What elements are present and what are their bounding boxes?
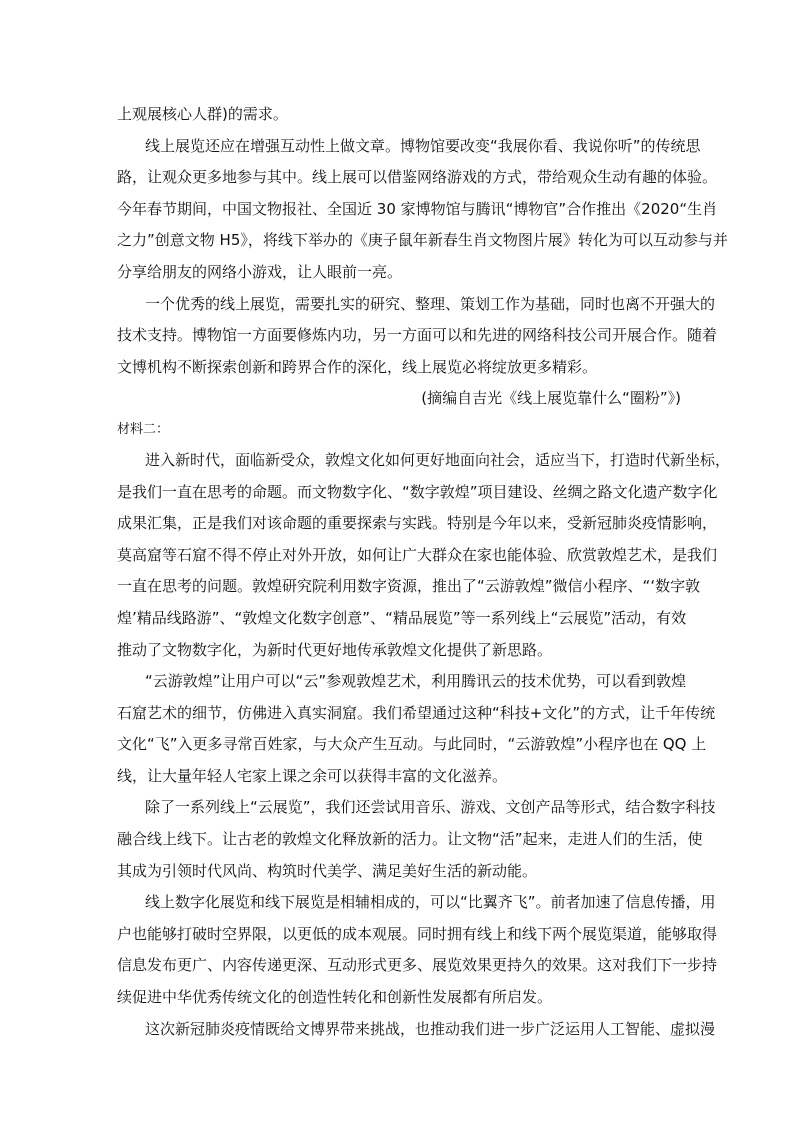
interaction-paragraph [117,131,728,289]
support-paragraph [117,289,718,384]
material-two-heading: 材料二： [117,421,170,437]
text-line: 今年春节期间，中国文物报社、全国近 30 家博物馆与腾讯“博物官”合作推出《2020“生肖 [117,199,718,218]
text-line: 技术支持。博物馆一方面要修炼内功，另一方面可以和先进的网络科技公司开展合作。随着 [117,326,718,345]
text-line: 文化“飞”入更多寻常百姓家，与大众产生互动。与此同时，“云游敦煌”小程序也在 QQ 上 [117,735,707,754]
document-page [117,99,731,1045]
text-line: 进入新时代，面临新受众，敦煌文化如何更好地面向社会，适应当下，打造时代新坐标， [145,450,731,469]
text-line: 一直在思考的问题。敦煌研究院利用数字资源，推出了“云游敦煌”微信小程序、“‘数字敦 [117,577,701,596]
text-line: 这次新冠肺炎疫情既给文博界带来挑战，也推动我们进一步广泛运用人工智能、虚拟漫 [145,1019,716,1038]
text-line: 续促进中华优秀传统文化的创造性转化和创新性发展都有所启发。 [117,988,553,1007]
text-line: 成果汇集，正是我们对该命题的重要探索与实践。特别是今年以来，受新冠肺炎疫情影响， [117,514,718,533]
text-line: 信息发布更广、内容传递更深、互动形式更多、展览效果更持久的效果。这对我们下一步持 [117,956,718,975]
text-line: 之力”创意文物 H5》，将线下举办的《庚子鼠年新春生肖文物图片展》转化为可以互动参与并 [117,231,728,250]
text-line: 其成为引领时代风尚、构筑时代美学、满足美好生活的新动能。 [117,861,538,880]
text-line: 线上数字化展览和线下展览是相辅相成的，可以“比翼齐飞”。前者加速了信息传播，用 [145,893,716,912]
paragraph-tail: 上观展核心人群)的需求。 [117,105,288,123]
text-line: 石窟艺术的细节，仿佛进入真实洞窟。我们希望通过这种“科技+文化”的方式，让千年传统 [117,703,716,722]
material-two-paragraph-2 [117,666,716,792]
text-line: 是我们一直在思考的命题。而文物数字化、“数字敦煌”项目建设、丝绸之路文化遗产数字化 [117,482,718,501]
text-line: 莫高窟等石窟不得不停止对外开放，如何让广大群众在家也能体验、欣赏敦煌艺术，是我们 [117,545,718,564]
text-line: 推动了文物数字化，为新时代更好地传承敦煌文化提供了新思路。 [117,640,553,659]
text-line: 线上展览还应在增强互动性上做文章。博物馆要改变“我展你看、我说你听”的传统思 [145,136,701,155]
material-two-paragraph-4 [117,887,718,1013]
material-two-paragraph-1 [117,445,731,666]
text-line: 煌’精品线路游”、“敦煌文化数字创意”、“精品展览”等一系列线上“云展览”活动，有效 [117,608,687,627]
text-line: 文博机构不断探索创新和跨界合作的深化，线上展览必将绽放更多精彩。 [117,357,598,376]
text-line: 融合线上线下。让古老的敦煌文化释放新的活力。让文物“活”起来，走进人们的生活，使 [117,830,703,849]
source-citation: (摘编自吉光《线上展览靠什么“圈粉”》) [421,389,681,408]
material-two-paragraph-3 [117,792,716,887]
material-two-paragraph-5 [117,1014,716,1046]
text-line: 分享给朋友的网络小游戏，让人眼前一亮。 [117,262,403,281]
text-line: 一个优秀的线上展览，需要扎实的研究、整理、策划工作为基础，同时也离不开强大的 [145,294,716,313]
text-line: 线，让大量年轻人宅家上课之余可以获得丰富的文化滋养。 [117,766,508,785]
text-line: 路，让观众更多地参与其中。线上展可以借鉴网络游戏的方式，带给观众生动有趣的体验。 [117,168,718,187]
text-line: 除了一系列线上“云展览”，我们还尝试用音乐、游戏、文创产品等形式，结合数字科技 [145,798,716,817]
text-line: “云游敦煌”让用户可以“云”参观敦煌艺术，利用腾讯云的技术优势，可以看到敦煌 [145,672,687,691]
text-line: 户也能够打破时空界限，以更低的成本观展。同时拥有线上和线下两个展览渠道，能够取得 [117,924,718,943]
